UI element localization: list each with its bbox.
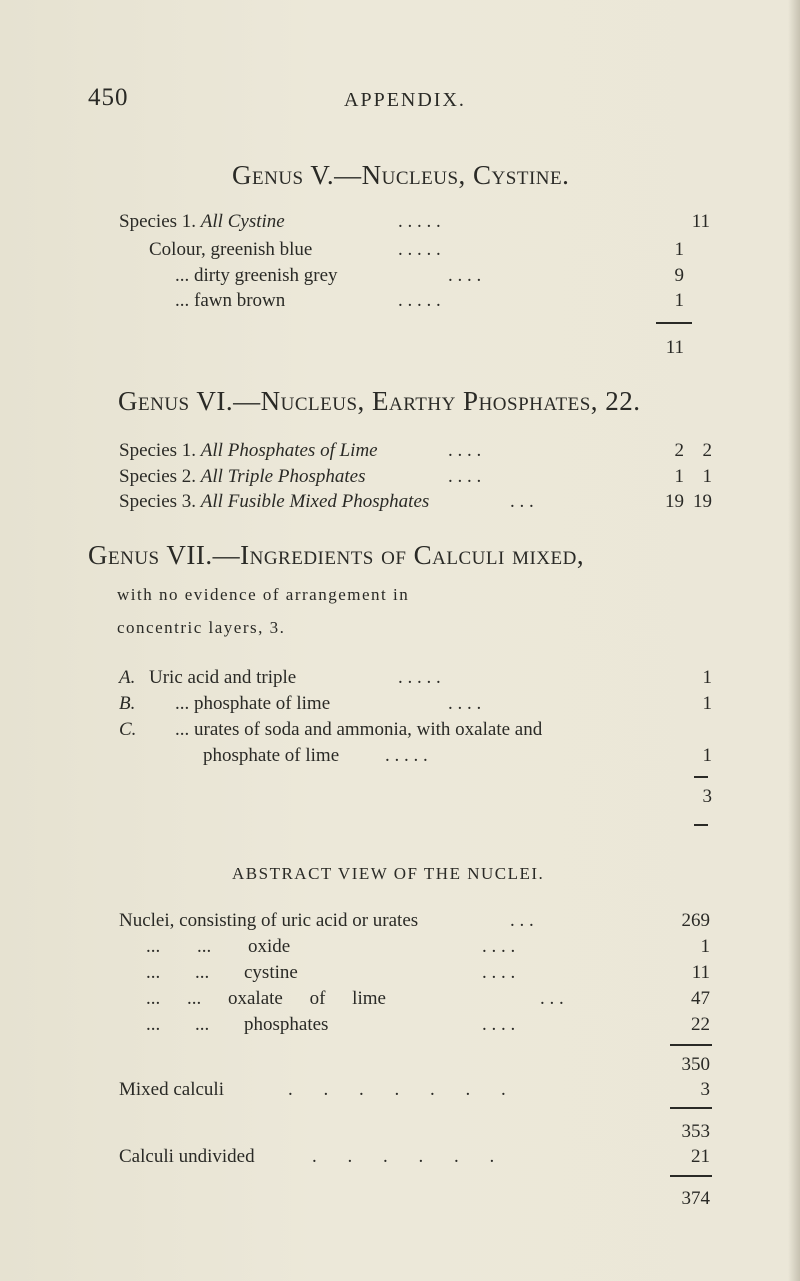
value: 1: [700, 936, 710, 957]
row-label: Species 1.: [119, 211, 201, 232]
abstract-heading: ABSTRACT VIEW OF THE NUCLEI.: [232, 864, 545, 883]
genus-7-heading-line-2: with no evidence of arrangement in: [117, 585, 410, 604]
calculi-undivided-label: Calculi undivided: [119, 1146, 255, 1167]
value-col2: 1: [702, 466, 712, 487]
leader-dots: . . .: [510, 910, 534, 931]
row-label-italic: All Triple Phosphates: [200, 466, 366, 487]
sum-rule: [670, 1107, 712, 1109]
abstract-row-oxalate: ... ... oxalate of lime: [146, 988, 386, 1009]
item-letter: B.: [119, 693, 136, 714]
genus-5-row-3: ... dirty greenish grey: [175, 265, 338, 286]
value: 22: [691, 1014, 710, 1035]
leader-dots: . . . .: [482, 962, 516, 983]
leader-dots: . . . .: [482, 936, 516, 957]
grand-total: 374: [681, 1188, 710, 1209]
abstract-row-phosphates: ... ... phosphates: [146, 1014, 329, 1035]
abstract-subtotal-1: 350: [681, 1054, 710, 1075]
genus-6-row-3: [119, 491, 429, 513]
genus-5-row-2: Colour, greenish blue: [149, 239, 313, 260]
sum-rule: [694, 824, 708, 826]
genus-7-heading-line-1: Genus VII.—Ingredients of Calculi mixed,: [88, 540, 585, 570]
leader-dots: . . . . .: [385, 745, 428, 766]
value-col2: 19: [693, 491, 712, 512]
genus-6-heading: Genus VI.—Nucleus, Earthy Phosphates, 22.: [118, 386, 641, 416]
sum-rule: [670, 1175, 712, 1177]
genus-7-row-b: ... phosphate of lime: [175, 693, 331, 714]
genus-6-row-2: [119, 466, 365, 488]
genus-5-heading: Genus V.—Nucleus, Cystine.: [232, 160, 570, 190]
page-edge-shadow: [788, 0, 800, 1281]
value-col1: 19: [665, 491, 684, 512]
value-col1: 1: [674, 290, 684, 311]
mixed-calculi-value: 3: [700, 1079, 710, 1100]
value: 1: [702, 693, 712, 714]
value-col2: 2: [702, 440, 712, 461]
value-col1: 1: [674, 239, 684, 260]
value-col2: 11: [691, 211, 710, 232]
row-label: Species 3.: [119, 491, 201, 512]
row-label: Species 1.: [119, 440, 201, 461]
item-letter: C.: [119, 719, 137, 740]
leader-dots: . . . . .: [398, 290, 441, 311]
sum-rule: [670, 1044, 712, 1046]
sum-rule: [694, 776, 708, 778]
leader-dots: . . . . .: [398, 239, 441, 260]
leader-dots: . . . .: [482, 1014, 516, 1035]
leader-dots: . . . .: [448, 440, 482, 461]
abstract-subtotal-2: 353: [681, 1121, 710, 1142]
value-col1: 2: [674, 440, 684, 461]
genus-5-total: 11: [665, 337, 684, 358]
genus-5-row-1: [119, 211, 285, 233]
row-label-italic: All Phosphates of Lime: [200, 440, 378, 461]
running-head: APPENDIX.: [344, 89, 466, 111]
abstract-row-uric-acid: Nuclei, consisting of uric acid or urates: [119, 910, 419, 931]
leader-dots: . . . .: [448, 693, 482, 714]
row-label: Species 2.: [119, 466, 201, 487]
genus-7-row-c: ... urates of soda and ammonia, with oxalate and: [175, 719, 543, 740]
leader-dots: . . . . . .: [312, 1146, 495, 1167]
leader-dots: . . . . .: [398, 667, 441, 688]
value: 1: [702, 667, 712, 688]
genus-7-total: 3: [702, 786, 712, 807]
genus-7-heading-line-3: concentric layers, 3.: [117, 618, 286, 637]
abstract-row-oxide: ... ... oxide: [146, 936, 291, 957]
leader-dots: . . .: [510, 491, 534, 512]
value: 1: [702, 745, 712, 766]
mixed-calculi-label: Mixed calculi: [119, 1079, 224, 1100]
genus-5-row-4: ... fawn brown: [175, 290, 286, 311]
genus-6-row-1: [119, 440, 378, 462]
genus-7-row-a: Uric acid and triple: [149, 667, 297, 688]
genus-7-row-c-continued: phosphate of lime: [203, 745, 340, 766]
leader-dots: . . . .: [448, 466, 482, 487]
leader-dots: . . . . . . .: [288, 1079, 506, 1100]
row-label-italic: All Cystine: [200, 211, 285, 232]
value: 47: [691, 988, 710, 1009]
sum-rule: [656, 322, 692, 324]
value-col1: 1: [674, 466, 684, 487]
value: 269: [681, 910, 710, 931]
item-letter: A.: [119, 667, 136, 688]
row-label-italic: All Fusible Mixed Phosphates: [200, 491, 430, 512]
page-number: 450: [88, 84, 129, 111]
calculi-undivided-value: 21: [691, 1146, 710, 1167]
leader-dots: . . . .: [448, 265, 482, 286]
value-col1: 9: [674, 265, 684, 286]
abstract-row-cystine: ... ... cystine: [146, 962, 298, 983]
value: 11: [691, 962, 710, 983]
leader-dots: . . .: [540, 988, 564, 1009]
leader-dots: . . . . .: [398, 211, 441, 232]
